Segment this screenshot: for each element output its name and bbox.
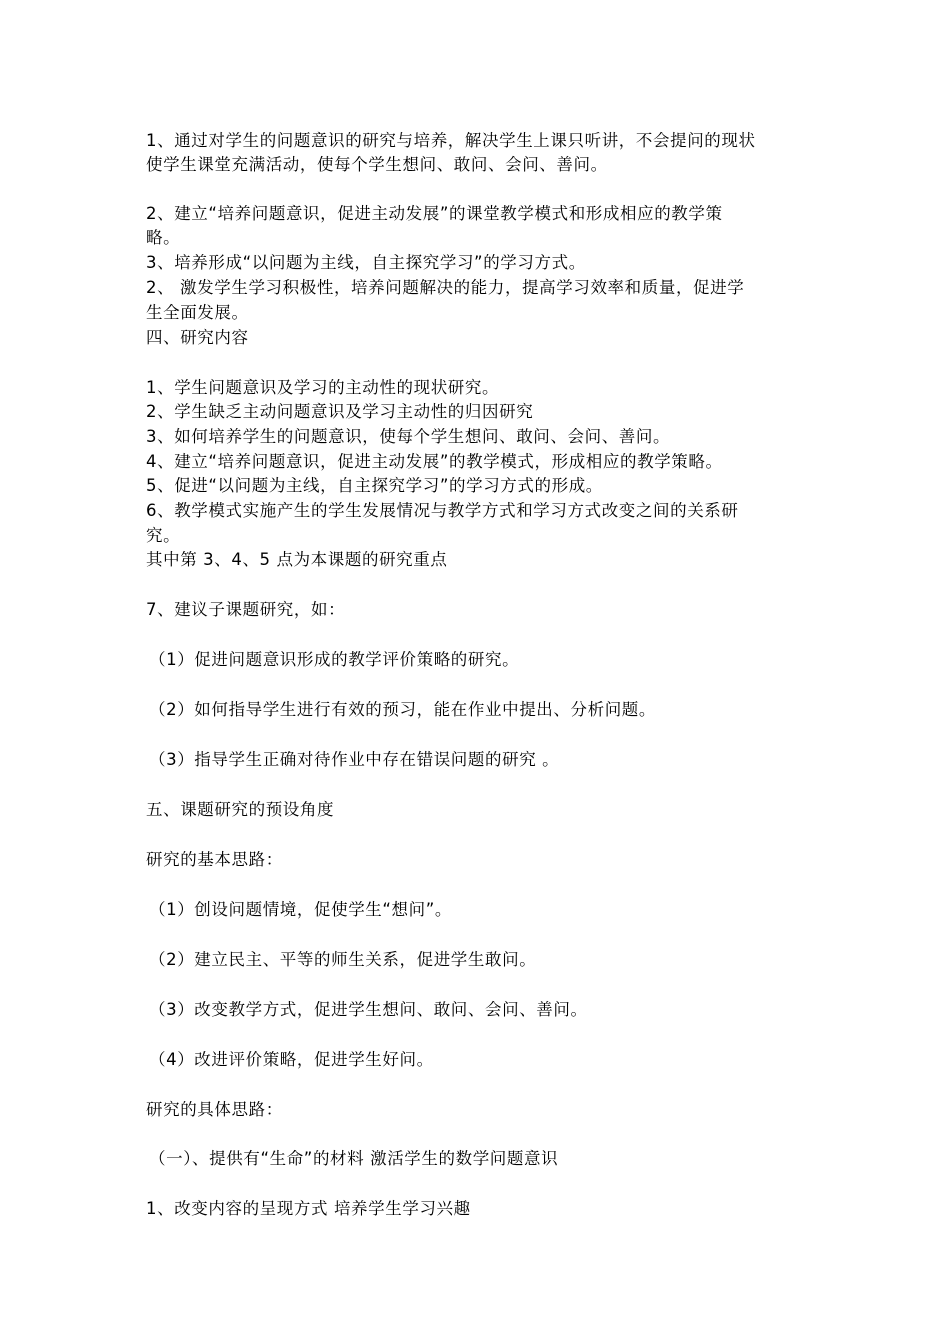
content-item: 4、建立“培养问题意识，促进主动发展”的教学模式，形成相应的教学策略。 xyxy=(146,452,723,471)
specific-approach-title: 研究的具体思路： xyxy=(146,1100,283,1119)
basic-approach-item: （2）建立民主、平等的师生关系，促进学生敢问。 xyxy=(149,950,537,969)
specific-item-1: 1、改变内容的呈现方式 培养学生学习兴趣 xyxy=(146,1199,471,1218)
goal-4-line-2: 生全面发展。 xyxy=(146,303,249,322)
goal-1-line-2: 使学生课堂充满活动，使每个学生想问、敢问、会问、善问。 xyxy=(146,155,608,174)
basic-approach-item: （4）改进评价策略，促进学生好问。 xyxy=(149,1050,434,1069)
goal-1-line-1: 1、通过对学生的问题意识的研究与培养，解决学生上课只听讲，不会提问的现状 xyxy=(146,131,756,150)
content-item: 2、学生缺乏主动问题意识及学习主动性的归因研究 xyxy=(146,402,534,421)
content-item: 3、如何培养学生的问题意识，使每个学生想问、敢问、会问、善问。 xyxy=(146,427,671,446)
content-item: 1、学生问题意识及学习的主动性的现状研究。 xyxy=(146,378,500,397)
section-5-heading: 五、课题研究的预设角度 xyxy=(146,800,335,819)
content-item: 究。 xyxy=(146,526,181,545)
basic-approach-title: 研究的基本思路： xyxy=(146,850,283,869)
research-focus-note: 其中第 3、4、5 点为本课题的研究重点 xyxy=(146,550,448,569)
sub-topic-item: （2）如何指导学生进行有效的预习，能在作业中提出、分析问题。 xyxy=(149,700,656,719)
goal-3: 3、培养形成“以问题为主线，自主探究学习”的学习方式。 xyxy=(146,253,586,272)
sub-topic-item: （1）促进问题意识形成的教学评价策略的研究。 xyxy=(149,650,520,669)
sub-topic-item: （3）指导学生正确对待作业中存在错误问题的研究 。 xyxy=(149,750,560,769)
goal-2-line-2: 略。 xyxy=(146,228,181,247)
basic-approach-item: （1）创设问题情境，促使学生“想问”。 xyxy=(149,900,452,919)
specific-part-1: （一）、提供有“生命”的材料 激活学生的数学问题意识 xyxy=(149,1149,559,1168)
goal-2-line-1: 2、建立“培养问题意识，促进主动发展”的课堂教学模式和形成相应的教学策 xyxy=(146,204,723,223)
goal-4-line-1: 2、 激发学生学习积极性，培养问题解决的能力，提高学习效率和质量，促进学 xyxy=(146,278,745,297)
basic-approach-item: （3）改变教学方式，促进学生想问、敢问、会问、善问。 xyxy=(149,1000,588,1019)
content-item: 5、促进“以问题为主线，自主探究学习”的学习方式的形成。 xyxy=(146,476,603,495)
sub-topic-intro: 7、建议子课题研究，如： xyxy=(146,600,346,619)
content-item: 6、教学模式实施产生的学生发展情况与教学方式和学习方式改变之间的关系研 xyxy=(146,501,739,520)
section-4-heading: 四、研究内容 xyxy=(146,328,249,347)
